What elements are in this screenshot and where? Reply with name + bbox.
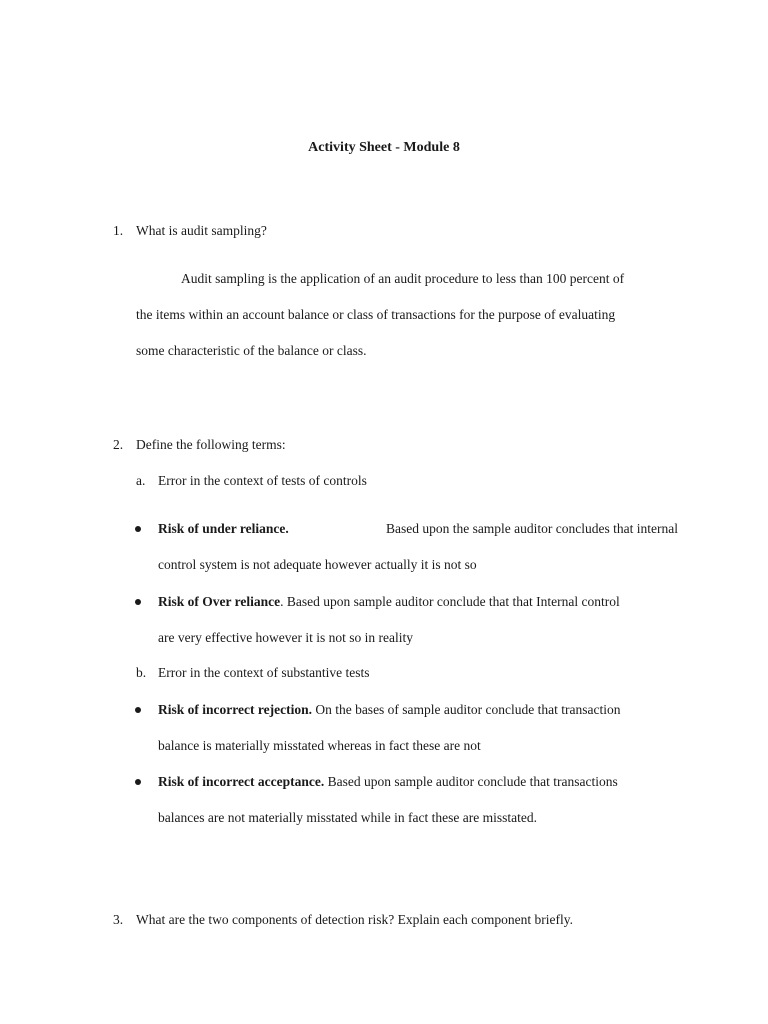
bullet-over-reliance-text: . Based upon sample auditor conclude that that Internal control xyxy=(280,594,620,609)
term-under-reliance: Risk of under reliance. xyxy=(158,521,289,536)
page-title: Activity Sheet - Module 8 xyxy=(308,140,460,155)
bullet-incorrect-acceptance-line-1 xyxy=(158,774,618,790)
bullet-icon xyxy=(135,599,141,605)
bullet-icon xyxy=(135,779,141,785)
answer-1-line-1: Audit sampling is the application of an audit procedure to less than 100 percent of xyxy=(181,271,625,286)
bullet-icon xyxy=(135,526,141,532)
sub-item-b-label: Error in the context of substantive tests xyxy=(158,665,370,680)
answer-1-line-3: some characteristic of the balance or class. xyxy=(136,343,367,358)
question-1-number: 1. xyxy=(113,223,124,238)
question-2-number: 2. xyxy=(113,437,124,452)
question-2-text: Define the following terms: xyxy=(136,437,286,452)
bullet-incorrect-rejection-line-2: balance is materially misstated whereas in fact these are not xyxy=(158,738,481,753)
term-incorrect-acceptance: Risk of incorrect acceptance. xyxy=(158,774,325,789)
sub-item-a-label: Error in the context of tests of controls xyxy=(158,473,367,488)
question-3-number: 3. xyxy=(113,912,124,927)
sub-item-b-letter: b. xyxy=(136,665,147,680)
bullet-under-reliance-line-2: control system is not adequate however actually it is not so xyxy=(158,557,477,572)
answer-1-line-2: the items within an account balance or class of transactions for the purpose of evaluating xyxy=(136,307,616,322)
term-incorrect-rejection: Risk of incorrect rejection. xyxy=(158,702,312,717)
bullet-under-reliance-line-1 xyxy=(158,521,678,537)
term-over-reliance: Risk of Over reliance xyxy=(158,594,281,609)
bullet-icon xyxy=(135,707,141,713)
bullet-under-reliance-text: Based upon the sample auditor concludes that internal xyxy=(385,521,678,536)
bullet-incorrect-acceptance-text: Based upon sample auditor conclude that transactions xyxy=(327,774,618,789)
bullet-over-reliance-line-2: are very effective however it is not so in reality xyxy=(158,630,414,645)
bullet-over-reliance-line-1 xyxy=(158,594,620,610)
sub-item-a-letter: a. xyxy=(136,473,146,488)
bullet-incorrect-acceptance-line-2: balances are not materially misstated while in fact these are misstated. xyxy=(158,810,537,825)
bullet-incorrect-rejection-line-1 xyxy=(158,702,620,718)
question-1-text: What is audit sampling? xyxy=(136,223,267,238)
question-3-text: What are the two components of detection risk? Explain each component briefly. xyxy=(136,912,573,927)
bullet-incorrect-rejection-text: On the bases of sample auditor conclude that transaction xyxy=(315,702,621,717)
